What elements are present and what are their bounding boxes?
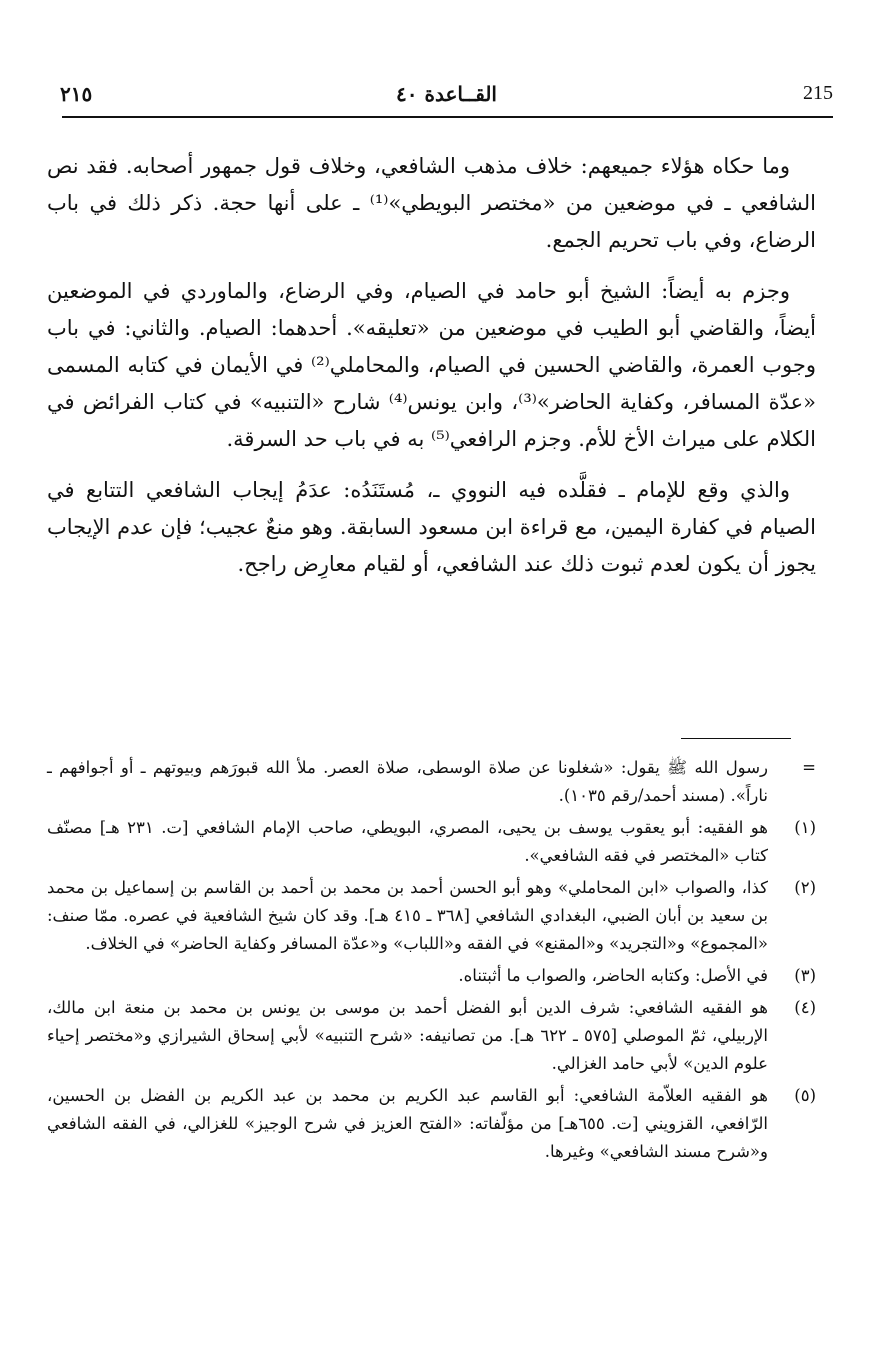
footnote-text: في الأصل: وكتابه الحاضر، والصواب ما أثبتناه.: [458, 966, 768, 985]
footnote-5: [47, 1082, 816, 1166]
main-text: [47, 148, 816, 597]
footnote-text: كذا، والصواب «ابن المحاملي» وهو أبو الحسن أحمد بن محمد بن أحمد بن القاسم بن إسماعيل بن محمد بن سعيد بن أبان الضبي، البغدادي الشافعي [٣٦٨ ـ ٤١٥ هـ]. وقد كان شيخ الشافعية في عصره. ممّا صنف: «المجموع» و«التجريد» و«المقنع» في الفقه و«اللباب» و«عدّة المسافر وكفاية الحاضر» في الخلاف.: [47, 878, 768, 953]
page-header: [60, 82, 833, 112]
footnote-rule: [681, 738, 791, 739]
paragraph-1: وما حكاه هؤلاء جميعهم: خلاف مذهب الشافعي، وخلاف قول جمهور أصحابه. فقد نص الشافعي ـ في موضعين من «مختصر البويطي»⁽¹⁾ ـ على أنها حجة. ذكر ذلك في باب الرضاع، وفي باب تحريم الجمع.: [47, 154, 816, 252]
footnote-marker: (٢): [794, 878, 816, 897]
footnote-4: [47, 994, 816, 1078]
paragraph-2: وجزم به أيضاً: الشيخ أبو حامد في الصيام، وفي الرضاع، والماوردي في الموضعين أيضاً، والقاضي أبو الطيب في موضعين من «تعليقه». أحدهما: الصيام. والثاني: في باب وجوب العمرة، والقاضي الحسين في الصيام، والمحاملي⁽²⁾ في الأيمان في كتابه المسمى «عدّة المسافر، وكفاية الحاضر»⁽³⁾، وابن يونس⁽⁴⁾ شارح «التنبيه» في كتاب الفرائض في الكلام على ميراث الأخ للأم. وجزم الرافعي⁽⁵⁾ به في باب حد السرقة.: [47, 279, 817, 451]
footnote-marker: (١): [794, 818, 816, 837]
footnote-text: هو الفقيه الشافعي: شرف الدين أبو الفضل أحمد بن موسى بن يونس بن محمد بن منعة ابن مالك، الإربيلي، ثمّ الموصلي [٥٧٥ ـ ٦٢٢ هـ]. من تصانيفه: «شرح التنبيه» لأبي إسحاق الشيرازي و«مختصر إحياء علوم الدين» لأبي حامد الغزالي.: [47, 998, 768, 1073]
footnote-marker: =: [802, 758, 816, 777]
footnote-continuation: [47, 754, 816, 810]
footnote-1: [47, 814, 816, 870]
footnote-marker: (٥): [794, 1086, 816, 1105]
paragraph-3: والذي وقع للإمام ـ فقلَّده فيه النووي ـ، مُستَنَدُه: عدَمُ إيجاب الشافعي التتابع في الصيام في كفارة اليمين، مع قراءة ابن مسعود السابقة. وهو منعٌ عجيب؛ فإن عدم الإيجاب يجوز أن يكون لعدم ثبوت ذلك عند الشافعي، أو لقيام معارِض راجح.: [47, 478, 816, 576]
header-rule: [62, 116, 833, 118]
footnote-3: [47, 962, 816, 990]
footnote-text: هو الفقيه العلاّمة الشافعي: أبو القاسم عبد الكريم بن محمد بن عبد الكريم بن الفضل بن الحسين، الرّافعي، القزويني [ت. ٦٥٥هـ] من مؤلّفاته: «الفتح العزيز في شرح الوجيز» للغزالي، في الفقه الشافعي و«شرح مسند الشافعي» وغيرها.: [47, 1086, 769, 1161]
footnotes: [47, 754, 816, 1170]
footnote-marker: (٤): [794, 998, 816, 1017]
page-number-latin: 215: [803, 82, 833, 104]
footnote-2: [47, 874, 816, 958]
page-number-arabic: ٢١٥: [60, 82, 93, 106]
footnote-text: هو الفقيه: أبو يعقوب يوسف بن يحيى، المصري، البويطي، صاحب الإمام الشافعي [ت. ٢٣١ هـ] مصنّف كتاب «المختصر في فقه الشافعي».: [47, 818, 769, 865]
footnote-text: رسول الله ﷺ يقول: «شغلونا عن صلاة الوسطى، صلاة العصر. ملأ الله قبورَهم وبيوتهم ـ أو أجوافهم ـ ناراً». (مسند أحمد/رقم ١٠٣٥).: [47, 758, 768, 805]
footnote-marker: (٣): [794, 966, 816, 985]
running-title: القــاعدة ٤٠: [396, 82, 497, 106]
